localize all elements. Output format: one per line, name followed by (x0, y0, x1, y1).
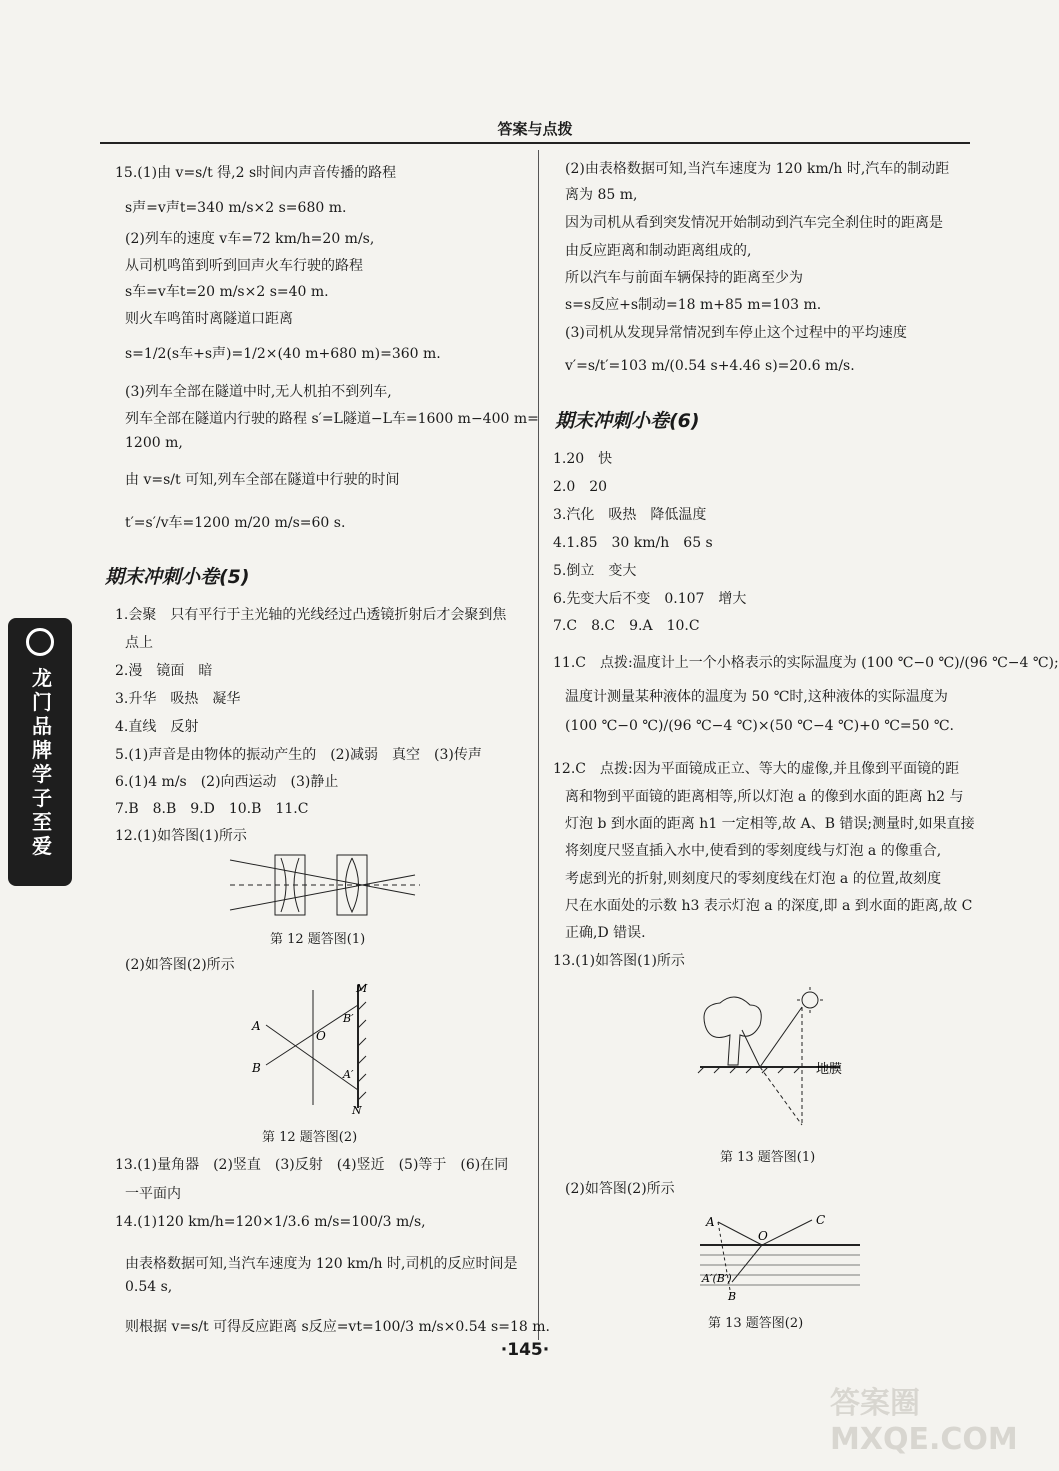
text-line: (2)如答图(2)所示 (125, 957, 235, 973)
text-line: 离为 85 m, (565, 187, 638, 203)
text-line: 一平面内 (125, 1186, 181, 1202)
text-line: 将刻度尺竖直插入水中,使看到的零刻度线与灯泡 a 的像重合, (565, 843, 942, 859)
point-a-label: A (706, 1215, 715, 1229)
text-line: (100 ℃−0 ℃)/(96 ℃−4 ℃)×(50 ℃−4 ℃)+0 ℃=50 ℃. (565, 718, 955, 734)
point-ap-label: A′ (343, 1068, 354, 1081)
water-reflection-diagram (700, 1210, 860, 1305)
text-line: 3.汽化 吸热 降低温度 (553, 507, 707, 523)
text-line: 15.(1)由 v=s/t 得,2 s时间内声音传播的路程 (115, 165, 397, 181)
image-ab-label: A′(B′) (702, 1272, 732, 1285)
tree-sun-diagram (690, 985, 860, 1130)
section-title: 期末冲刺小卷(5) (105, 566, 250, 588)
page-number: ·145· (500, 1340, 550, 1360)
point-c-label: C (816, 1213, 826, 1227)
figure-caption: 第 13 题答图(2) (708, 1316, 804, 1331)
text-line: 4.1.85 30 km/h 65 s (553, 535, 713, 551)
column-divider (538, 150, 539, 1340)
text-line: 5.(1)声音是由物体的振动产生的 (2)减弱 真空 (3)传声 (115, 747, 482, 763)
text-line: v′=s/t′=103 m/(0.54 s+4.46 s)=20.6 m/s. (565, 358, 855, 374)
text-line: 所以汽车与前面车辆保持的距离至少为 (565, 270, 803, 286)
text-line: s车=v车t=20 m/s×2 s=40 m. (125, 284, 329, 300)
text-line: 13.(1)如答图(1)所示 (553, 953, 685, 969)
mirror-diagram (248, 980, 378, 1115)
text-line: 3.升华 吸热 凝华 (115, 691, 241, 707)
text-line: 12.C 点拨:因为平面镜成正立、等大的虚像,并且像到平面镜的距 (553, 761, 960, 777)
text-line: t′=s′/v车=1200 m/20 m/s=60 s. (125, 515, 346, 531)
text-line: (2)列车的速度 v车=72 km/h=20 m/s, (125, 231, 375, 247)
header-rule (100, 142, 970, 144)
text-line: 灯泡 b 到水面的距离 h1 一定相等,故 A、B 错误;测量时,如果直接 (565, 816, 975, 832)
point-b-label: B (728, 1290, 737, 1303)
text-line: 5.倒立 变大 (553, 563, 637, 579)
text-line: 离和物到平面镜的距离相等,所以灯泡 a 的像到水面的距离 h2 与 (565, 789, 964, 805)
brand-label: 龙门品牌学子至爱 (32, 666, 52, 858)
text-line: (3)列车全部在隧道中时,无人机拍不到列车, (125, 384, 392, 400)
text-line: 6.先变大后不变 0.107 增大 (553, 591, 747, 607)
text-line: 2.漫 镜面 暗 (115, 663, 213, 679)
text-line: 6.(1)4 m/s (2)向西运动 (3)静止 (115, 774, 339, 790)
text-line: (3)司机从发现异常情况到车停止这个过程中的平均速度 (565, 325, 907, 341)
brand-side-tab (8, 618, 72, 886)
text-line: 因为司机从看到突发情况开始制动到汽车完全刹住时的距离是 (565, 215, 943, 231)
text-line: 7.C 8.C 9.A 10.C (553, 618, 700, 634)
text-line: 14.(1)120 km/h=120×1/3.6 m/s=100/3 m/s, (115, 1214, 426, 1230)
point-a-label: A (252, 1019, 261, 1033)
figure-caption: 第 12 题答图(1) (270, 932, 366, 947)
page-header: 答案与点拨 (497, 120, 573, 138)
watermark (830, 1378, 1018, 1457)
text-line: 则火车鸣笛时离隧道口距离 (125, 311, 293, 327)
watermark-text: 答案圈 MXQE.COM (830, 1386, 1018, 1457)
text-line: 则根据 v=s/t 可得反应距离 s反应=vt=100/3 m/s×0.54 s=18 m. (125, 1319, 550, 1335)
text-line: 2.0 20 (553, 479, 608, 495)
text-line: 由反应距离和制动距离组成的, (565, 243, 752, 259)
text-line: 4.直线 反射 (115, 719, 199, 735)
point-o-label: O (316, 1029, 326, 1043)
brand-ring-icon (26, 628, 54, 656)
text-line: 0.54 s, (125, 1279, 173, 1295)
text-line: 由表格数据可知,当汽车速度为 120 km/h 时,司机的反应时间是 (125, 1256, 518, 1272)
text-line: 考虑到光的折射,则刻度尺的零刻度线在灯泡 a 的位置,故刻度 (565, 871, 942, 887)
mirror-m-label: M (356, 982, 368, 995)
text-line: 1200 m, (125, 435, 183, 451)
text-line: 13.(1)量角器 (2)竖直 (3)反射 (4)竖近 (5)等于 (6)在同 (115, 1157, 509, 1173)
text-line: 由 v=s/t 可知,列车全部在隧道中行驶的时间 (125, 472, 400, 488)
text-line: s=1/2(s车+s声)=1/2×(40 m+680 m)=360 m. (125, 346, 441, 362)
text-line: 从司机鸣笛到听到回声火车行驶的路程 (125, 258, 363, 274)
figure-caption: 第 12 题答图(2) (262, 1130, 358, 1145)
text-line: 正确,D 错误. (565, 925, 646, 941)
text-line: 点上 (125, 635, 153, 651)
ground-film-label: 地膜 (816, 1062, 843, 1077)
text-line: 12.(1)如答图(1)所示 (115, 828, 247, 844)
text-line: s声=v声t=340 m/s×2 s=680 m. (125, 200, 347, 216)
text-line: 1.会聚 只有平行于主光轴的光线经过凸透镜折射后才会聚到焦 (115, 607, 507, 623)
text-line: (2)如答图(2)所示 (565, 1181, 675, 1197)
mirror-n-label: N (352, 1104, 362, 1117)
text-line: 尺在水面处的示数 h3 表示灯泡 a 的深度,即 a 到水面的距离,故 C (565, 898, 973, 914)
text-line: 列车全部在隧道内行驶的路程 s′=L隧道−L车=1600 m−400 m= (125, 411, 539, 427)
text-line: 7.B 8.B 9.D 10.B 11.C (115, 801, 309, 817)
point-bp-label: B′ (343, 1012, 354, 1025)
text-line: 1.20 快 (553, 451, 613, 467)
text-line: s=s反应+s制动=18 m+85 m=103 m. (565, 297, 822, 313)
point-o-label: O (758, 1229, 768, 1243)
text-line: 温度计测量某种液体的温度为 50 ℃时,这种液体的实际温度为 (565, 689, 948, 705)
lens-diagram (225, 850, 425, 920)
figure-caption: 第 13 题答图(1) (720, 1150, 816, 1165)
text-line: (2)由表格数据可知,当汽车速度为 120 km/h 时,汽车的制动距 (565, 161, 950, 177)
point-b-label: B (252, 1061, 261, 1075)
section-title: 期末冲刺小卷(6) (555, 410, 700, 432)
text-line: 11.C 点拨:温度计上一个小格表示的实际温度为 (100 ℃−0 ℃)/(96 ℃−4 ℃); (553, 655, 1059, 671)
